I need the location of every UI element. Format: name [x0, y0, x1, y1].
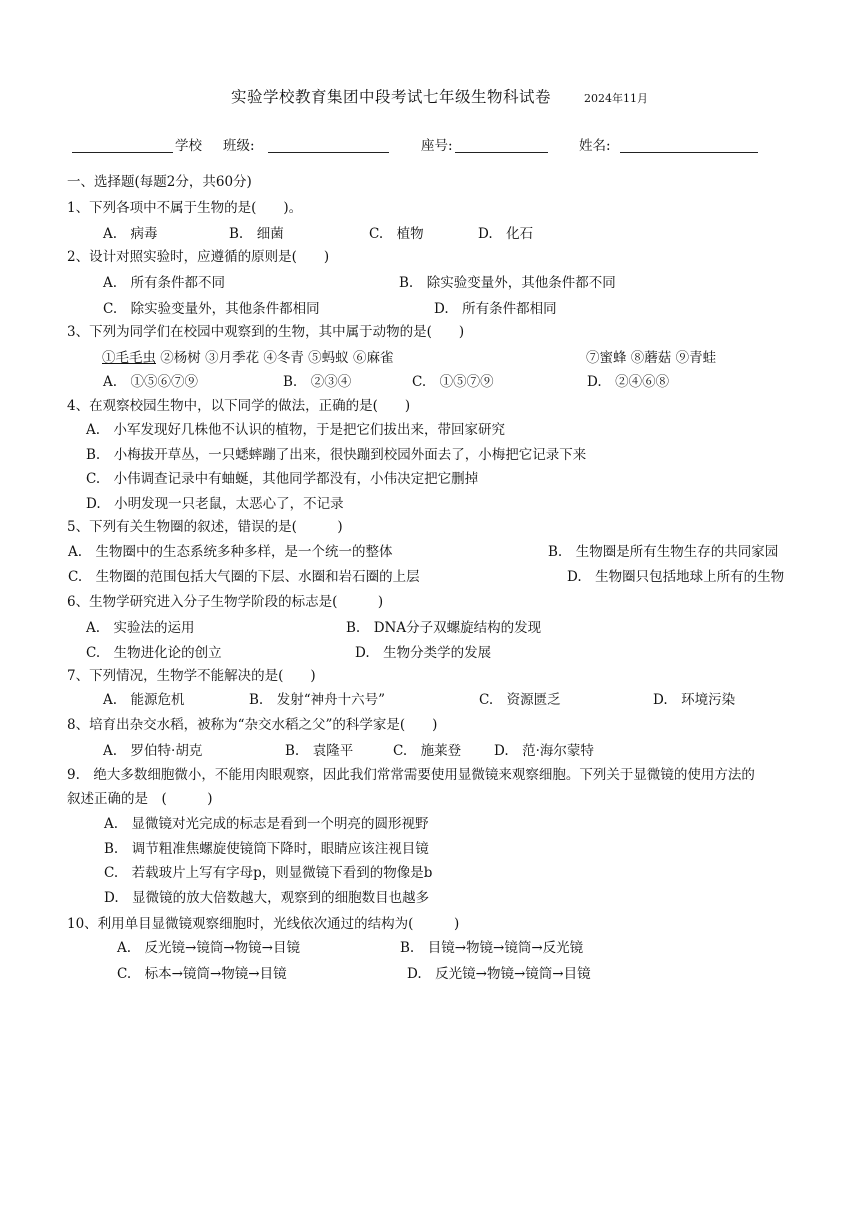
- seat-blank[interactable]: [455, 152, 548, 153]
- q10-option-b[interactable]: B. 目镜→物镜→镜筒→反光镜: [400, 940, 584, 956]
- name-blank[interactable]: [620, 152, 758, 153]
- q3-option-a[interactable]: A. ①⑤⑥⑦⑨: [103, 374, 199, 390]
- q3-option-d[interactable]: D. ②④⑥⑧: [587, 374, 670, 390]
- question-10-stem: 10、利用单目显微镜观察细胞时，光线依次通过的结构为( ): [67, 916, 460, 932]
- q10-option-c[interactable]: C. 标本→镜筒→物镜→目镜: [117, 966, 287, 982]
- question-9-stem-line1: 9. 绝大多数细胞微小，不能用肉眼观察，因此我们常常需要使用显微镜来观察细胞。下列关于显微镜的使用方法的: [67, 767, 755, 783]
- q10-option-d[interactable]: D. 反光镜→物镜→镜筒→目镜: [407, 966, 591, 982]
- question-3-stem: 3、下列为同学们在校园中观察到的生物，其中属于动物的是( ): [67, 324, 465, 340]
- q9-option-d[interactable]: D. 显微镜的放大倍数越大，观察到的细胞数目也越多: [104, 890, 430, 906]
- class-label: 班级:: [223, 138, 255, 154]
- q2-option-a[interactable]: A. 所有条件都不同: [103, 275, 226, 291]
- q6-option-a[interactable]: A. 实验法的运用: [86, 620, 195, 636]
- q2-option-c[interactable]: C. 除实验变量外，其他条件都相同: [103, 301, 320, 317]
- question-8-stem: 8、培育出杂交水稻，被称为“杂交水稻之父”的科学家是( ): [67, 717, 438, 733]
- q2-option-d[interactable]: D. 所有条件都相同: [434, 301, 557, 317]
- q6-option-b[interactable]: B. DNA分子双螺旋结构的发现: [346, 620, 542, 636]
- q6-option-c[interactable]: C. 生物进化论的创立: [86, 645, 222, 661]
- q3-item-underlined: ①毛毛虫: [102, 350, 156, 366]
- exam-title: 实验学校教育集团中段考试七年级生物科试卷: [231, 88, 552, 106]
- section-heading: 一、选择题(每题2分，共60分): [67, 174, 252, 190]
- q3-items-list-a: [102, 349, 393, 367]
- name-label: 姓名:: [579, 138, 611, 154]
- q6-option-d[interactable]: D. 生物分类学的发展: [355, 645, 492, 661]
- q5-option-b[interactable]: B. 生物圈是所有生物生存的共同家园: [548, 544, 779, 560]
- q7-option-a[interactable]: A. 能源危机: [103, 692, 185, 708]
- q3-items-rest: ②杨树 ③月季花 ④冬青 ⑤蚂蚁 ⑥麻雀: [156, 350, 394, 366]
- school-blank[interactable]: [72, 152, 173, 153]
- class-blank[interactable]: [268, 152, 389, 153]
- q10-option-a[interactable]: A. 反光镜→镜筒→物镜→目镜: [117, 940, 300, 956]
- q8-option-b[interactable]: B. 袁隆平: [285, 743, 354, 759]
- q4-option-b[interactable]: B. 小梅拔开草丛，一只蟋蟀蹦了出来，很快蹦到校园外面去了，小梅把它记录下来: [86, 447, 587, 463]
- q5-option-c[interactable]: C. 生物圈的范围包括大气圈的下层、水圈和岩石圈的上层: [68, 569, 420, 585]
- question-5-stem: 5、下列有关生物圈的叙述，错误的是( ): [67, 519, 343, 535]
- question-7-stem: 7、下列情况，生物学不能解决的是( ): [67, 668, 316, 684]
- q3-items-list-b: ⑦蜜蜂 ⑧蘑菇 ⑨青蛙: [586, 350, 717, 366]
- q4-option-c[interactable]: C. 小伟调查记录中有蚰蜒，其他同学都没有，小伟决定把它删掉: [86, 471, 479, 487]
- q5-option-a[interactable]: A. 生物圈中的生态系统多种多样，是一个统一的整体: [68, 544, 393, 560]
- q2-option-b[interactable]: B. 除实验变量外，其他条件都不同: [399, 275, 616, 291]
- question-6-stem: 6、生物学研究进入分子生物学阶段的标志是( ): [67, 594, 384, 610]
- q1-option-c[interactable]: C. 植物: [369, 226, 424, 242]
- q4-option-a[interactable]: A. 小军发现好几株他不认识的植物，于是把它们拔出来，带回家研究: [86, 422, 506, 438]
- q8-option-d[interactable]: D. 范·海尔蒙特: [494, 743, 594, 759]
- q1-option-b[interactable]: B. 细菌: [229, 226, 284, 242]
- question-9-stem-line2: 叙述正确的是 ( ): [67, 791, 213, 807]
- question-4-stem: 4、在观察校园生物中，以下同学的做法，正确的是( ): [67, 398, 411, 414]
- school-label: 学校: [175, 138, 202, 154]
- q9-option-c[interactable]: C. 若载玻片上写有字母p，则显微镜下看到的物像是b: [104, 865, 433, 881]
- q1-option-d[interactable]: D. 化石: [478, 226, 534, 242]
- q3-option-c[interactable]: C. ①⑤⑦⑨: [412, 374, 494, 390]
- q4-option-d[interactable]: D. 小明发现一只老鼠，太恶心了，不记录: [86, 496, 344, 512]
- q9-option-a[interactable]: A. 显微镜对光完成的标志是看到一个明亮的圆形视野: [104, 816, 429, 832]
- q1-option-a[interactable]: A. 病毒: [103, 226, 158, 242]
- seat-label: 座号:: [421, 138, 453, 154]
- q7-option-c[interactable]: C. 资源匮乏: [479, 692, 561, 708]
- q3-option-b[interactable]: B. ②③④: [283, 374, 352, 390]
- q7-option-b[interactable]: B. 发射“神舟十六号”: [249, 692, 386, 708]
- question-1-stem: 1、下列各项中不属于生物的是( )。: [67, 200, 303, 216]
- q5-option-d[interactable]: D. 生物圈只包括地球上所有的生物: [567, 569, 785, 585]
- question-2-stem: 2、设计对照实验时，应遵循的原则是( ): [67, 249, 330, 265]
- q7-option-d[interactable]: D. 环境污染: [653, 692, 736, 708]
- q9-option-b[interactable]: B. 调节粗准焦螺旋使镜筒下降时，眼睛应该注视目镜: [104, 841, 429, 857]
- exam-date: 2024年11月: [584, 92, 648, 105]
- q8-option-c[interactable]: C. 施莱登: [393, 743, 462, 759]
- q8-option-a[interactable]: A. 罗伯特·胡克: [103, 743, 203, 759]
